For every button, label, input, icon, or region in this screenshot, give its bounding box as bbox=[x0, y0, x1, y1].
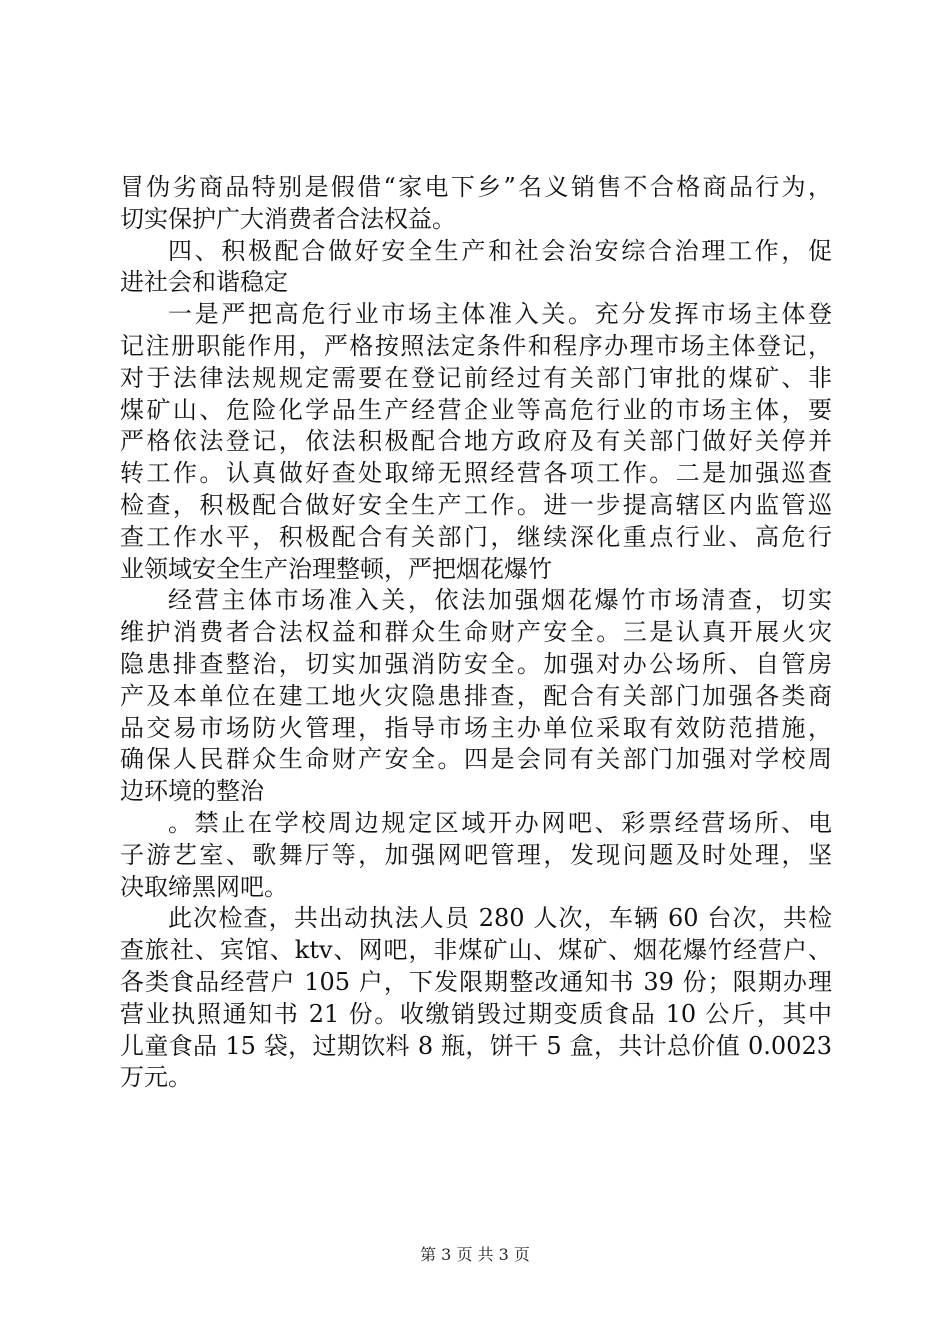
text-line: 品交易市场防火管理，指导市场主办单位采取有效防范措施， bbox=[120, 713, 832, 742]
text-line: 各类食品经营户 105 户，下发限期整改通知书 39 份；限期办理 bbox=[120, 967, 832, 996]
section-heading-line: 四、积极配合做好安全生产和社会治安综合治理工作，促 bbox=[168, 236, 832, 265]
text-line: 对于法律法规规定需要在登记前经过有关部门审批的煤矿、非 bbox=[120, 363, 832, 392]
text-line: 此次检查，共出动执法人员 280 人次，车辆 60 台次，共检 bbox=[168, 904, 832, 933]
text-line: 产及本单位在建工地火灾隐患排查，配合有关部门加强各类商 bbox=[120, 681, 832, 710]
text-line: 业领域安全生产治理整顿，严把烟花爆竹 bbox=[120, 554, 552, 583]
text-line: 记注册职能作用，严格按照法定条件和程序办理市场主体登记， bbox=[120, 331, 832, 360]
text-line: 切实保护广大消费者合法权益。 bbox=[120, 204, 456, 233]
text-line: 确保人民群众生命财产安全。四是会同有关部门加强对学校周 bbox=[120, 745, 832, 774]
text-line: 经营主体市场准入关，依法加强烟花爆竹市场清查，切实 bbox=[168, 586, 832, 615]
text-line: 维护消费者合法权益和群众生命财产安全。三是认真开展火灾 bbox=[120, 618, 832, 647]
text-line: 检查，积极配合做好安全生产工作。进一步提高辖区内监管巡 bbox=[120, 490, 832, 519]
text-line: 严格依法登记，依法积极配合地方政府及有关部门做好关停并 bbox=[120, 427, 832, 456]
text-line: 边环境的整治 bbox=[120, 777, 264, 806]
text-line: 冒伪劣商品特别是假借“家电下乡”名义销售不合格商品行为， bbox=[120, 173, 832, 201]
text-line: 儿童食品 15 袋，过期饮料 8 瓶，饼干 5 盒，共计总价值 0.0023 bbox=[120, 1031, 832, 1060]
text-line: 营业执照通知书 21 份。收缴销毁过期变质食品 10 公斤，其中 bbox=[120, 999, 832, 1028]
text-line: 隐患排查整治，切实加强消防安全。加强对办公场所、自管房 bbox=[120, 649, 832, 678]
text-line: 子游艺室、歌舞厅等，加强网吧管理，发现问题及时处理，坚 bbox=[120, 840, 832, 869]
text-line: 。禁止在学校周边规定区域开办网吧、彩票经营场所、电 bbox=[168, 808, 832, 837]
text-line: 万元。 bbox=[120, 1063, 192, 1092]
text-line: 查工作水平，积极配合有关部门，继续深化重点行业、高危行 bbox=[120, 522, 832, 551]
text-line: 煤矿山、危险化学品生产经营企业等高危行业的市场主体，要 bbox=[120, 395, 832, 424]
page-number: 第 3 页 共 3 页 bbox=[420, 1245, 530, 1264]
text-line: 查旅社、宾馆、ktv、网吧，非煤矿山、煤矿、烟花爆竹经营户、 bbox=[120, 936, 832, 965]
text-line: 一是严把高危行业市场主体准入关。充分发挥市场主体登 bbox=[168, 300, 832, 329]
text-line: 转工作。认真做好查处取缔无照经营各项工作。二是加强巡查 bbox=[120, 459, 832, 488]
section-heading-line: 进社会和谐稳定 bbox=[120, 268, 288, 297]
text-line: 决取缔黑网吧。 bbox=[120, 872, 288, 901]
document-body bbox=[120, 172, 832, 1094]
